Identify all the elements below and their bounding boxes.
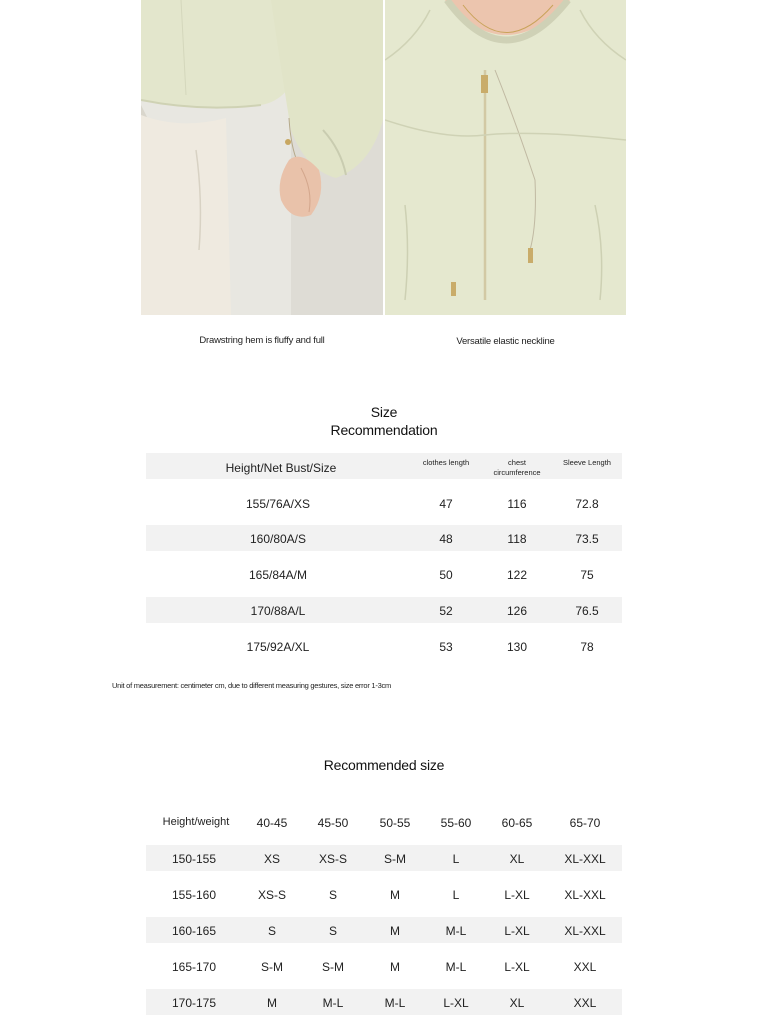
size-cell: 118 [507, 532, 527, 546]
size-cell: 48 [439, 532, 453, 546]
size-header-cell: Height/Net Bust/Size [225, 461, 337, 475]
recommended-cell: S [328, 888, 338, 902]
size-title-line1: Size [370, 404, 398, 420]
product-photo-hem [141, 0, 383, 315]
size-cell: 155/76A/XS [245, 497, 311, 511]
size-cell: 126 [506, 604, 528, 618]
measurement-note: Unit of measurement: centimeter cm, due to different measuring gestures, size error 1-3cm [112, 681, 391, 690]
recommended-size-title: Recommended size [323, 757, 445, 773]
product-photo-neckline [385, 0, 626, 315]
recommended-cell: L-XL [504, 960, 530, 974]
size-cell: 72.8 [575, 497, 599, 511]
recommended-header-cell: 40-45 [256, 816, 288, 830]
recommended-cell: XL-XXL [564, 888, 606, 902]
recommended-cell: XS-S [318, 852, 348, 866]
recommended-cell: XXL [573, 960, 597, 974]
size-cell: 78 [580, 640, 594, 654]
recommended-header-cell: 65-70 [569, 816, 601, 830]
size-cell: 165/84A/M [248, 568, 308, 582]
recommended-cell: M-L [445, 924, 467, 938]
size-cell: 75 [580, 568, 594, 582]
recommended-cell: XS-S [257, 888, 287, 902]
recommended-cell: XL [509, 852, 525, 866]
recommended-header-cell: 45-50 [317, 816, 349, 830]
recommended-header-cell: 55-60 [440, 816, 472, 830]
size-title-line2: Recommendation [330, 422, 438, 438]
recommended-cell: M-L [445, 960, 467, 974]
size-header-cell: clothes length [422, 458, 470, 467]
recommended-cell: 170-175 [171, 996, 217, 1010]
recommended-header-cell: 50-55 [379, 816, 411, 830]
size-cell: 170/88A/L [250, 604, 306, 618]
recommended-cell: 165-170 [171, 960, 217, 974]
recommended-cell: L-XL [504, 888, 530, 902]
recommended-cell: M [390, 960, 400, 974]
size-header-cell: Sleeve Length [563, 458, 611, 467]
recommended-cell: M-L [322, 996, 344, 1010]
recommended-cell: 155-160 [171, 888, 217, 902]
recommended-cell: M [390, 888, 400, 902]
size-cell: 130 [506, 640, 528, 654]
size-cell: 116 [507, 497, 527, 511]
recommended-cell: L [452, 852, 460, 866]
recommended-cell: L-XL [504, 924, 530, 938]
size-cell: 76.5 [575, 604, 599, 618]
recommended-cell: S [267, 924, 277, 938]
size-row-band [146, 597, 622, 623]
recommended-cell: S-M [384, 852, 406, 866]
recommended-cell: 150-155 [171, 852, 217, 866]
recommended-cell: M [390, 924, 400, 938]
size-header-cell: chest circumference [493, 458, 541, 477]
hem-photo-illustration [141, 0, 383, 315]
recommended-cell: M [267, 996, 277, 1010]
size-cell: 47 [439, 497, 453, 511]
recommended-cell: M-L [384, 996, 406, 1010]
recommended-header-cell: 60-65 [501, 816, 533, 830]
recommended-cell: XXL [573, 996, 597, 1010]
neckline-photo-illustration [385, 0, 626, 315]
recommended-cell: L-XL [443, 996, 469, 1010]
recommended-cell: S-M [322, 960, 344, 974]
size-header-band [146, 453, 622, 479]
recommended-cell: XL-XXL [564, 852, 606, 866]
size-cell: 122 [506, 568, 528, 582]
size-cell: 52 [439, 604, 453, 618]
size-cell: 160/80A/S [249, 532, 307, 546]
size-row-band [146, 525, 622, 551]
caption-hem: Drawstring hem is fluffy and full [199, 335, 325, 346]
recommended-cell: XS [263, 852, 281, 866]
size-cell: 175/92A/XL [246, 640, 310, 654]
size-cell: 53 [439, 640, 453, 654]
size-table-title [0, 403, 768, 439]
recommended-cell: L [452, 888, 460, 902]
recommended-cell: XL [509, 996, 525, 1010]
recommended-cell: S [328, 924, 338, 938]
recommended-row-band [146, 917, 622, 943]
recommended-cell: S-M [261, 960, 283, 974]
recommended-cell: 160-165 [171, 924, 217, 938]
recommended-header-cell: Height/weight [162, 816, 230, 828]
caption-neckline: Versatile elastic neckline [456, 336, 555, 347]
size-cell: 50 [439, 568, 453, 582]
recommended-cell: XL-XXL [564, 924, 606, 938]
size-cell: 73.5 [575, 532, 599, 546]
